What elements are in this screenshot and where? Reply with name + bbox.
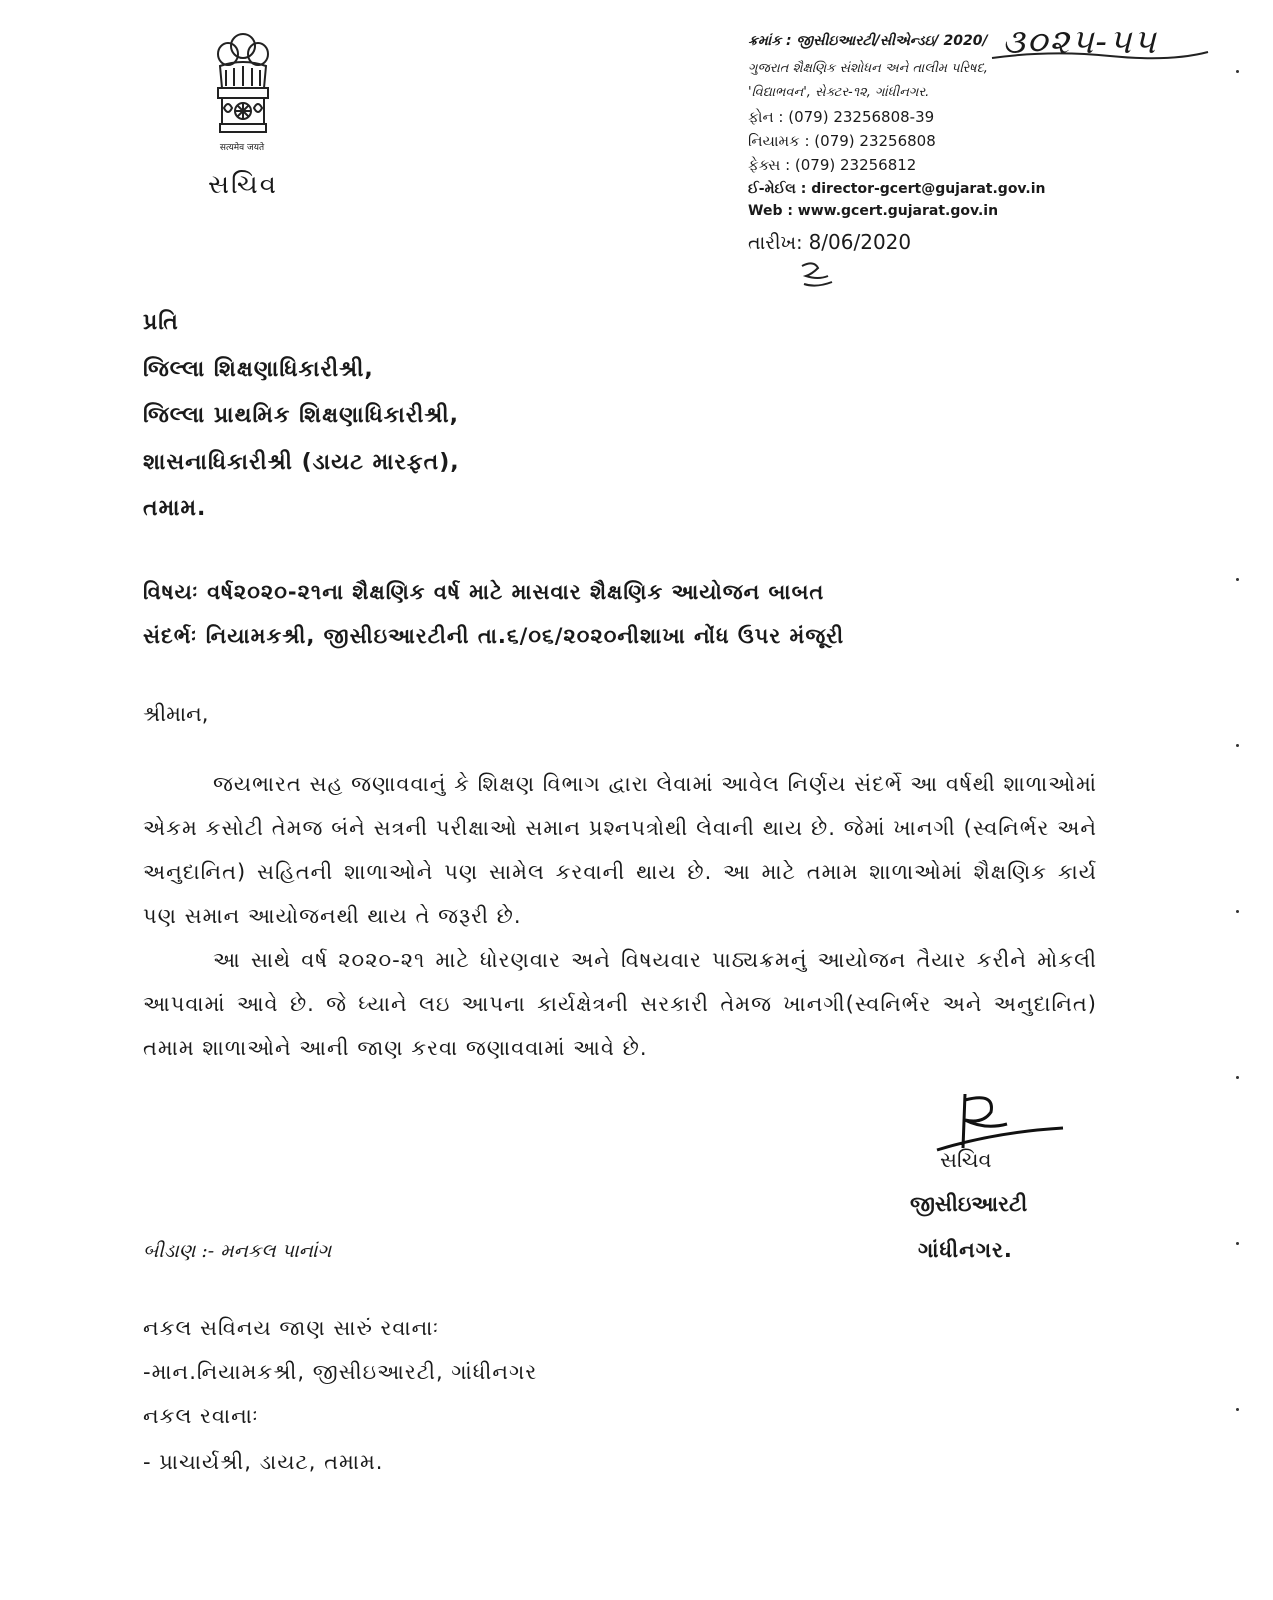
org-address: 'વિદ્યાભવન', સેક્ટર-૧૨, ગાંધીનગર. bbox=[748, 85, 930, 100]
salutation: શ્રીમાન, bbox=[143, 702, 209, 726]
scan-dot bbox=[1236, 578, 1239, 581]
phone-number: ફોન : (079) 23256808-39 bbox=[748, 108, 935, 126]
copy-line-3: નકલ રવાનાઃ bbox=[143, 1404, 259, 1428]
addressee-all: તમામ. bbox=[143, 496, 207, 521]
left-title: સચિવ bbox=[208, 170, 278, 200]
addressee-administrative-officer: શાસનાધિકારીશ્રી (ડાયટ મારફત), bbox=[143, 450, 460, 475]
date-value: 8/06/2020 bbox=[808, 230, 912, 254]
scan-dot bbox=[1236, 1408, 1239, 1411]
reference-label: ક્રમાંક : જીસીઇઆરટી/સીએન્ડઇ/ 2020/ bbox=[748, 33, 988, 49]
scan-dot bbox=[1236, 1242, 1239, 1245]
date-line bbox=[748, 232, 911, 253]
scan-dot bbox=[1236, 744, 1239, 747]
subject-line: વિષયઃ વર્ષ૨૦૨૦-૨૧ના શૈક્ષણિક વર્ષ માટે માસવાર શૈક્ષણિક આયોજન બાબત bbox=[143, 580, 825, 604]
national-emblem-icon bbox=[208, 28, 278, 158]
website: Web : www.gcert.gujarat.gov.in bbox=[748, 203, 999, 219]
copy-line-4: - પ્રાચાર્યશ્રી, ડાયટ, તમામ. bbox=[143, 1450, 384, 1474]
handwritten-underline bbox=[990, 48, 1210, 62]
signatory-place: ગાંધીનગર. bbox=[918, 1238, 1013, 1262]
signatory-organization: જીસીઇઆરટી bbox=[910, 1192, 1028, 1216]
copy-line-1: નકલ સવિનય જાણ સારું રવાનાઃ bbox=[143, 1316, 440, 1340]
body-paragraph-2: આ સાથે વર્ષ ૨૦૨૦-૨૧ માટે ધોરણવાર અને વિષયવાર પાઠ્યક્રમનું આયોજન તૈયાર કરીને મોકલી આપવામાં આવે છે. જે ધ્યાને લઇ આપના કાર્યક્ષેત્રની સરકારી તેમજ ખાનગી(સ્વનિર્ભર અને અનુદાનિત) તમામ શાળાઓને આની જાણ કરવા જણાવવામાં આવે છે. bbox=[143, 948, 1097, 1060]
scan-dot bbox=[1236, 1076, 1239, 1079]
scan-dot bbox=[1236, 910, 1239, 913]
addressee-prati: પ્રતિ bbox=[143, 310, 179, 335]
reference-line: સંદર્ભઃ નિયામકશ્રી, જીસીઇઆરટીની તા.૬/૦૬/૨૦૨૦નીશાખા નોંધ ઉપર મંજૂરી bbox=[143, 624, 845, 648]
body-paragraph-1: જયભારત સહ જણાવવાનું કે શિક્ષણ વિભાગ દ્વારા લેવામાં આવેલ નિર્ણય સંદર્ભે આ વર્ષથી શાળાઓમાં એકમ કસોટી તેમજ બંને સત્રની પરીક્ષાઓ સમાન પ્રશ્નપત્રોથી લેવાની થાય છે. જેમાં ખાનગી (સ્વનિર્ભર અને અનુદાનિત) સહિતની શાળાઓને પણ સામેલ કરવાની થાય છે. આ માટે તમામ શાળાઓમાં શૈક્ષણિક કાર્ય પણ સમાન આયોજનથી થાય તે જરૂરી છે. bbox=[143, 772, 1097, 928]
scan-dot bbox=[1236, 70, 1239, 73]
email-address: ઈ-મેઈલ : director-gcert@gujarat.gov.in bbox=[748, 181, 1046, 197]
org-name: ગુજરાત શૈક્ષણિક સંશોધન અને તાલીમ પરિષદ, bbox=[748, 61, 988, 76]
copy-line-2: -માન.નિયામકશ્રી, જીસીઇઆરટી, ગાંધીનગર bbox=[143, 1360, 538, 1384]
addressee-district-primary-education-officer: જિલ્લા પ્રાથમિક શિક્ષણાધિકારીશ્રી, bbox=[143, 403, 459, 428]
director-phone: નિયામક : (079) 23256808 bbox=[748, 132, 936, 150]
date-label: તારીખ: bbox=[748, 232, 803, 254]
emblem-motto: सत्यमेव जयते bbox=[219, 143, 265, 153]
signatory-title: સચિવ bbox=[940, 1148, 992, 1172]
attachment-note-handwritten: બીડાણ :- મનકલ પાનાંગ bbox=[143, 1240, 332, 1262]
addressee-district-education-officer: જિલ્લા શિક્ષણાધિકારીશ્રી, bbox=[143, 357, 374, 382]
initial-scribble-icon bbox=[798, 258, 838, 290]
reference-number-handwritten: ૩૦૨૫-૫૫ bbox=[1002, 22, 1158, 62]
fax-number: ફેક્સ : (079) 23256812 bbox=[748, 156, 917, 174]
